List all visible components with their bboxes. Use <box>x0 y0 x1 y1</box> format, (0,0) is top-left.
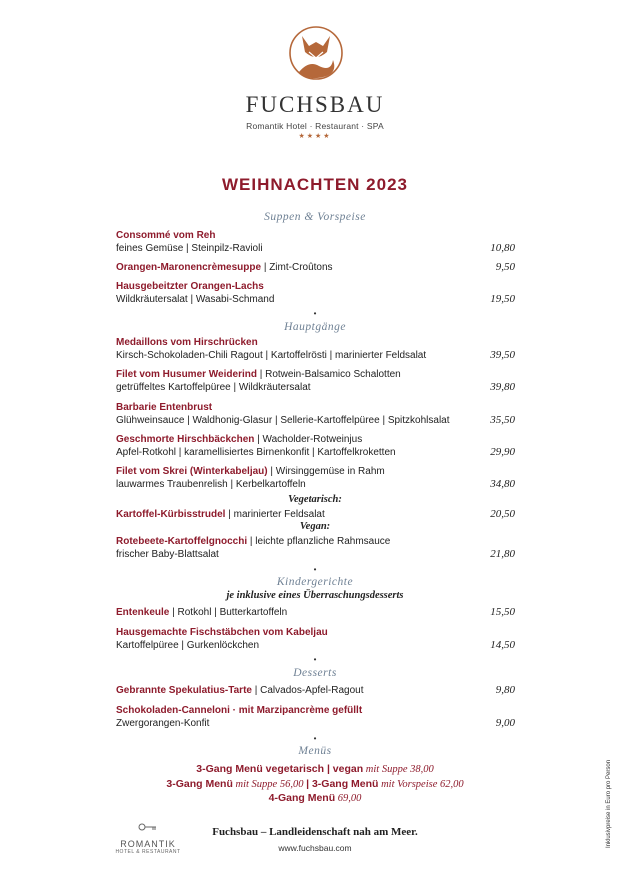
dish-name: Hausgebeitzter Orangen-Lachs <box>116 281 264 292</box>
menu-name: 4-Gang Menü <box>268 792 336 804</box>
dish-desc: Kartoffelpüree | Gurkenlöckchen <box>116 640 260 651</box>
romantik-logo-sub: HOTEL & RESTAURANT <box>115 849 181 855</box>
dish-name: Filet vom Skrei (Winterkabeljau) <box>116 466 268 477</box>
dish-desc: | marinierter Feldsalat <box>225 509 325 520</box>
price-consomme: 10,80 <box>490 242 515 254</box>
dish-desc: | Rotkohl | Butterkartoffeln <box>169 607 288 618</box>
romantik-logo-name: ROMANTIK <box>120 839 176 849</box>
dish-canneloni <box>116 704 362 730</box>
brand-name: FUCHSBAU <box>245 92 385 117</box>
dish-desc: Zwergorangen-Konfit <box>116 718 210 729</box>
menu-line-3 <box>0 792 630 804</box>
menu-line-2 <box>0 778 630 790</box>
website-link[interactable]: www.fuchsbau.com <box>278 843 352 853</box>
menu-price: mit Suppe 38,00 <box>363 764 434 775</box>
dish-desc: | Wirsinggemüse in Rahm <box>267 466 385 477</box>
price-skrei: 34,80 <box>490 478 515 490</box>
price-fisch: 14,50 <box>490 639 515 651</box>
dish-name: Medaillons vom Hirschrücken <box>116 337 258 348</box>
kinder-note: je inklusive eines Überraschungsdesserts <box>226 590 404 601</box>
dish-entenkeule <box>116 606 287 619</box>
menu-line-1 <box>0 763 630 775</box>
dish-desc: | Calvados-Apfel-Ragout <box>251 685 364 696</box>
separator-star: • <box>313 309 317 318</box>
dish-name: Geschmorte Hirschbäckchen <box>116 434 255 445</box>
price-tarte: 9,80 <box>495 684 515 696</box>
dish-consomme <box>116 229 263 255</box>
menu-price: mit Vorspeise 62,00 <box>378 779 464 790</box>
dish-fisch <box>116 626 328 652</box>
dish-name: Consommé vom Reh <box>116 230 216 241</box>
dish-desc: Apfel-Rotkohl | karamellisiertes Birnenkonfit | Kartoffelkroketten <box>116 447 396 458</box>
dish-name: Barbarie Entenbrust <box>116 402 213 413</box>
price-hirsch: 39,50 <box>490 349 515 361</box>
price-note: Inklusivpreise in Euro pro Person <box>606 759 612 848</box>
separator-star: • <box>313 655 317 664</box>
page-title: WEIHNACHTEN 2023 <box>221 175 409 194</box>
dish-desc: lauwarmes Traubenrelish | Kerbelkartoffeln <box>116 479 306 490</box>
menu-name: 3-Gang Menü <box>166 778 233 790</box>
dish-desc: | Zimt-Croûtons <box>261 262 333 273</box>
dish-desc: Wildkräutersalat | Wasabi-Schmand <box>116 294 275 305</box>
note-vegetarisch: Vegetarisch: <box>288 494 342 505</box>
dish-name: Entenkeule <box>116 607 170 618</box>
dish-desc: Kirsch-Schokoladen-Chili Ragout | Kartoffelrösti | marinierter Feldsalat <box>116 350 427 361</box>
dish-name: Rotebeete-Kartoffelgnocchi <box>116 536 248 547</box>
price-orangen: 9,50 <box>495 261 515 273</box>
separator-star: • <box>313 734 317 743</box>
dish-desc: feines Gemüse | Steinpilz-Ravioli <box>116 243 263 254</box>
dish-tarte <box>116 684 364 697</box>
dish-desc: getrüffeltes Kartoffelpüree | Wildkräutersalat <box>116 382 311 393</box>
brand-stars: ★★★★ <box>298 133 332 140</box>
dish-name: Filet vom Husumer Weiderind <box>116 369 257 380</box>
dish-desc: | leichte pflanzliche Rahmsauce <box>247 536 391 547</box>
dish-ente <box>116 401 450 427</box>
price-strudel: 20,50 <box>490 508 515 520</box>
price-gnocchi: 21,80 <box>490 548 515 560</box>
section-kinder: Kindergerichte <box>276 576 354 588</box>
dish-baeckchen <box>116 433 396 459</box>
dish-name: Hausgemachte Fischstäbchen vom Kabeljau <box>116 627 328 638</box>
section-desserts: Desserts <box>293 667 337 679</box>
dish-name: Kartoffel-Kürbisstrudel <box>116 509 226 520</box>
price-lachs: 19,50 <box>490 293 515 305</box>
menu-name: | 3-Gang Menü <box>306 778 379 790</box>
menu-name: 3-Gang Menü vegetarisch | vegan <box>196 763 364 775</box>
dish-hirsch <box>116 336 426 362</box>
section-menus: Menüs <box>298 745 332 757</box>
dish-desc: | Rotwein-Balsamico Schalotten <box>256 369 401 380</box>
dish-name: Gebrannte Spekulatius-Tarte <box>116 685 252 696</box>
dish-name: Schokoladen-Canneloni · mit Marzipancrème gefüllt <box>116 705 363 716</box>
fox-logo-icon <box>287 22 345 84</box>
dish-weiderind <box>116 368 401 394</box>
dish-strudel <box>116 508 325 521</box>
dish-skrei <box>116 465 385 491</box>
dish-gnocchi <box>116 535 390 561</box>
separator-star: • <box>313 565 317 574</box>
menu-price: 69,00 <box>335 793 362 804</box>
section-haupt: Hauptgänge <box>284 321 346 333</box>
slogan: Fuchsbau – Landleidenschaft nah am Meer. <box>212 826 418 838</box>
price-canneloni: 9,00 <box>495 717 515 729</box>
section-suppen: Suppen & Vorspeise <box>264 211 366 223</box>
dish-desc: | Wacholder-Rotweinjus <box>254 434 363 445</box>
menu-price: mit Suppe 56,00 <box>232 779 307 790</box>
dish-desc: Glühweinsauce | Waldhonig-Glasur | Sellerie-Kartoffelpüree | Spitzkohlsalat <box>116 415 450 426</box>
dish-desc: frischer Baby-Blattsalat <box>116 549 219 560</box>
note-vegan: Vegan: <box>299 521 331 532</box>
dish-orangen <box>116 261 333 274</box>
price-ente: 35,50 <box>490 414 515 426</box>
dish-name: Orangen-Maronencrèmesuppe <box>116 262 262 273</box>
price-entenkeule: 15,50 <box>490 606 515 618</box>
price-baeckchen: 29,90 <box>490 446 515 458</box>
price-weiderind: 39,80 <box>490 381 515 393</box>
brand-subtitle: Romantik Hotel · Restaurant · SPA <box>246 121 384 131</box>
dish-lachs <box>116 280 274 306</box>
